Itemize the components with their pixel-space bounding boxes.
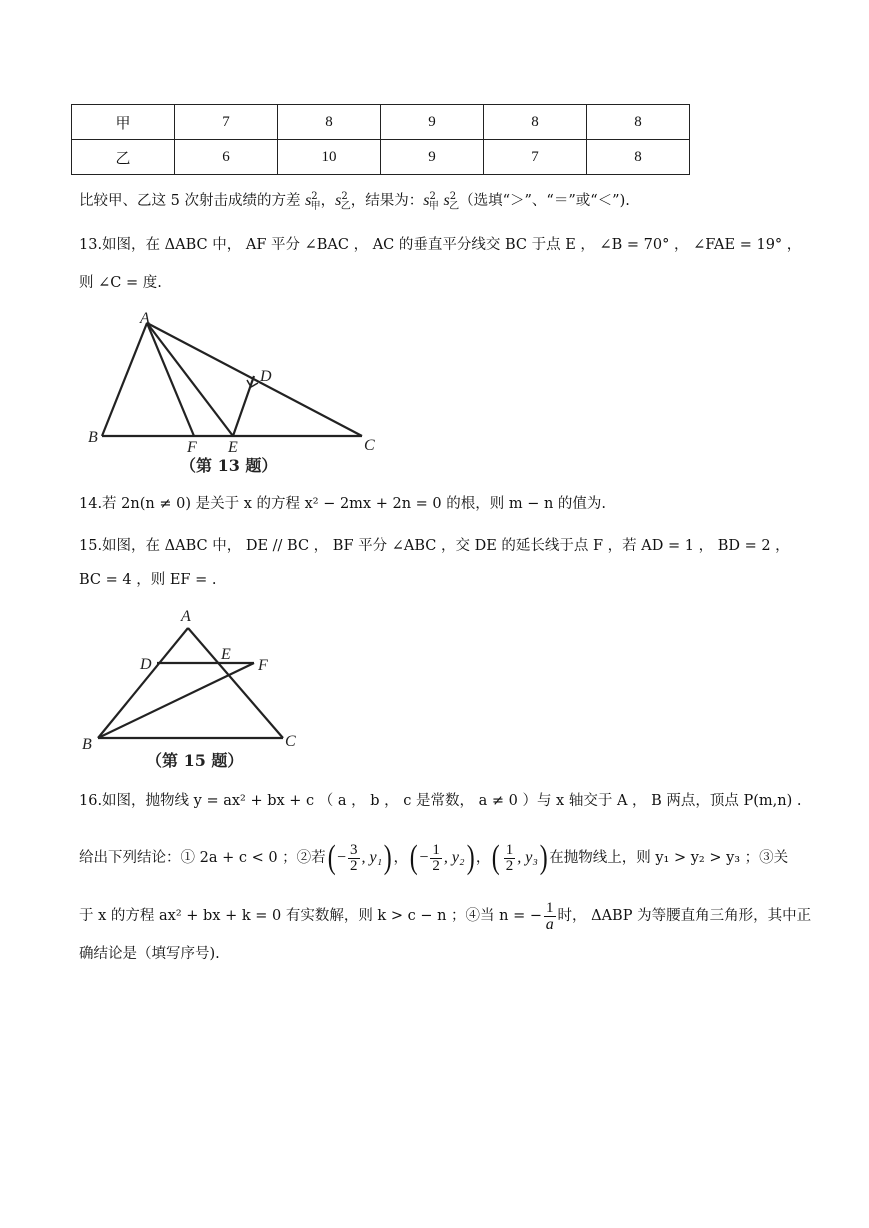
fraction <box>544 901 556 932</box>
q15-figure <box>78 604 318 776</box>
denominator: a <box>545 915 554 933</box>
exponent: 2 <box>449 191 457 202</box>
numerator: 3 <box>350 841 358 858</box>
point-label-F: F <box>258 657 268 674</box>
table-row <box>72 140 690 175</box>
q16-line1: 16.如图，抛物线 y = ax² + bx + c （ a ， b ， c 是常数， a ≠ 0 ）与 x 轴交于 A ， B 两点，顶点 P(m,n) . <box>79 793 802 809</box>
table-cell: 8 <box>484 105 587 140</box>
fraction <box>430 843 442 874</box>
score-table <box>71 104 690 175</box>
fraction <box>504 843 516 874</box>
q14-line: 14.若 2n(n ≠ 0) 是关于 x 的方程 x² − 2mx + 2n = 0 的根，则 m − n 的值为. <box>79 496 607 512</box>
table-cell: 7 <box>175 105 278 140</box>
separator: ， <box>475 850 491 866</box>
minus-sign: − <box>419 849 429 866</box>
segment-AC <box>147 323 362 436</box>
segment-AB <box>102 323 147 436</box>
figure-caption: （第 15 题） <box>146 751 244 770</box>
point-label-B: B <box>88 429 98 446</box>
exponent: 2 <box>311 191 318 202</box>
table-cell: 8 <box>278 105 381 140</box>
q16-l3-suffix: 时， ΔABP 为等腰直角三角形，其中正 <box>557 908 812 924</box>
q15-line2: BC = 4 ，则 EF = . <box>79 572 217 588</box>
var-s: s <box>305 191 312 209</box>
row-label: 甲 <box>72 105 175 140</box>
table-row <box>72 105 690 140</box>
separator: ， <box>393 850 409 866</box>
q16-l2-prefix: 给出下列结论：① 2a + c < 0 ；②若 <box>79 850 326 866</box>
q12-suffix: （选填“＞”、“＝”或“＜”). <box>459 192 630 209</box>
paren-close: ) <box>466 839 475 876</box>
exponent: 2 <box>341 191 348 202</box>
point-label-F: F <box>187 439 197 456</box>
table-cell: 6 <box>175 140 278 175</box>
point-y3: , y₃ <box>517 849 538 866</box>
q12-result-label: ，结果为： <box>350 192 424 209</box>
subscript-jia: 甲 <box>428 200 439 212</box>
segment-AB <box>98 628 188 738</box>
paren-open: ( <box>409 839 418 876</box>
exponent: 2 <box>429 191 436 202</box>
paren-close: ) <box>383 839 392 876</box>
point-label-C: C <box>364 437 375 454</box>
segment-AC <box>188 628 283 738</box>
q16-line3 <box>79 896 811 936</box>
point-y2: , y₂ <box>443 849 465 866</box>
subscript-jia: 甲 <box>310 200 321 212</box>
paren-close: ) <box>539 839 548 876</box>
numerator: 1 <box>432 841 440 858</box>
var-s: s <box>335 191 342 209</box>
point-label-D: D <box>140 656 152 673</box>
point-label-E: E <box>221 646 231 663</box>
q16-line4: 确结论是（填写序号). <box>79 946 220 962</box>
q13-line2: 则 ∠C = 度. <box>79 275 162 291</box>
numerator: 1 <box>505 841 514 858</box>
q13-line1: 13.如图，在 ΔABC 中， AF 平分 ∠BAC ， AC 的垂直平分线交 BC 于点 E ， ∠B = 70° ， ∠FAE = 19° ， <box>79 237 802 253</box>
segment-AE <box>147 323 233 436</box>
subscript-yi: 乙 <box>449 200 460 212</box>
segment-BF <box>98 663 254 738</box>
table-cell: 10 <box>278 140 381 175</box>
q12-prefix: 比较甲、乙这 5 次射击成绩的方差 <box>79 192 306 209</box>
table-cell: 7 <box>484 140 587 175</box>
subscript-yi: 乙 <box>340 200 351 212</box>
table-cell: 8 <box>587 105 690 140</box>
row-label: 乙 <box>72 140 175 175</box>
segment-AF <box>147 323 194 436</box>
fraction <box>348 843 360 874</box>
minus-sign: − <box>337 849 347 866</box>
paren-open: ( <box>492 839 501 876</box>
denominator: 2 <box>505 857 514 874</box>
table-cell: 8 <box>587 140 690 175</box>
point-label-D: D <box>260 368 272 385</box>
paren-open: ( <box>327 839 336 876</box>
q16-line2 <box>79 838 788 878</box>
point-label-C: C <box>285 733 296 750</box>
q16-l3-prefix: 于 x 的方程 ax² + bx + k = 0 有实数解，则 k > c − n ；④当 n = − <box>79 908 542 924</box>
q16-l2-suffix: 在抛物线上，则 y₁ > y₂ > y₃ ；③关 <box>549 850 789 866</box>
table-cell: 9 <box>381 105 484 140</box>
denominator: 2 <box>432 857 440 874</box>
point-y1: , y₁ <box>361 849 383 866</box>
q12-text <box>79 187 630 217</box>
table-cell: 9 <box>381 140 484 175</box>
denominator: 2 <box>350 857 358 874</box>
separator: ， <box>320 192 336 209</box>
point-label-A: A <box>181 608 191 625</box>
var-s: s <box>443 191 450 209</box>
point-label-B: B <box>82 736 92 753</box>
segment-DE <box>233 376 254 436</box>
q15-line1: 15.如图，在 ΔABC 中， DE // BC ， BF 平分 ∠ABC ，交 DE 的延长线于点 F ，若 AD = 1 ， BD = 2 ， <box>79 538 790 554</box>
point-label-A: A <box>140 310 150 327</box>
numerator: 1 <box>546 899 554 916</box>
figure-caption: （第 13 题） <box>180 456 278 475</box>
q13-figure <box>80 306 390 478</box>
point-label-E: E <box>228 439 238 456</box>
var-s: s <box>423 191 430 209</box>
